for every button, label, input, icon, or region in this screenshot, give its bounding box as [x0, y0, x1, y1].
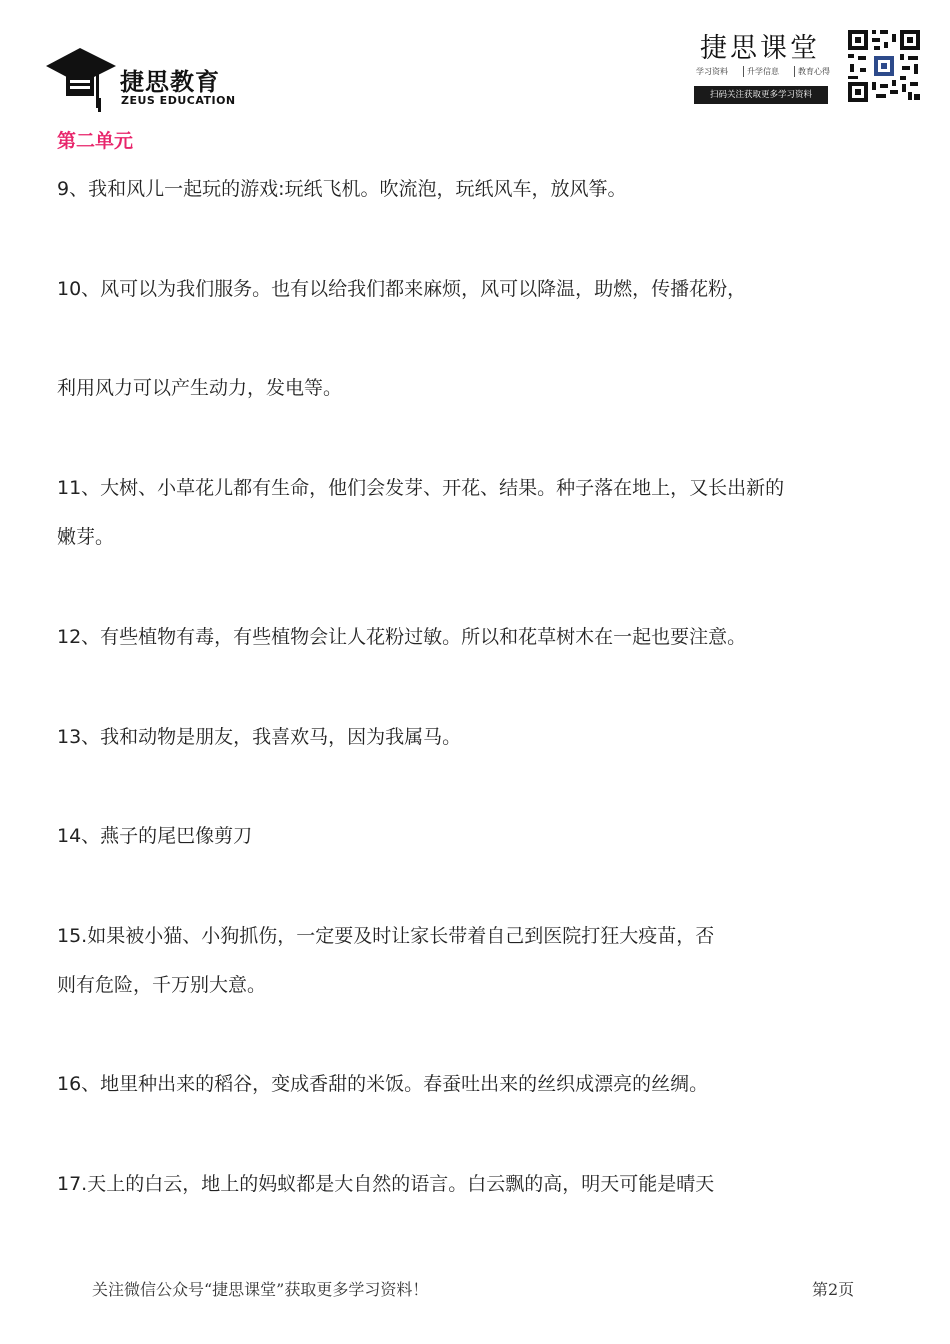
paragraph: 13、我和动物是朋友，我喜欢马，因为我属马。: [57, 726, 462, 748]
paragraph: 12、有些植物有毒，有些植物会让人花粉过敏。所以和花草树木在一起也要注意。: [57, 626, 747, 648]
brand-tag: 教育心得: [794, 66, 830, 77]
logo-english-text: ZEUS EDUCATION: [121, 94, 236, 107]
paragraph: 14、燕子的尾巴像剪刀: [57, 825, 253, 847]
paragraph: 10、风可以为我们服务。也有以给我们都来麻烦，风可以降温，助燃，传播花粉，: [57, 278, 747, 300]
zeus-education-logo: [44, 40, 244, 112]
paragraph: 利用风力可以产生动力，发电等。: [57, 377, 343, 399]
page-number: 第2页: [812, 1280, 855, 1299]
brand-tag: 学习资料: [696, 67, 728, 76]
brand-title: 捷思课堂: [700, 33, 820, 64]
brand-tag: 升学信息: [743, 66, 779, 77]
paragraph: 嫩芽。: [57, 526, 115, 548]
paragraph: 15.如果被小猫、小狗抓伤，一定要及时让家长带着自己到医院打狂大疫苗，否: [57, 925, 715, 947]
logo-chinese-text: 捷思教育: [120, 68, 220, 96]
paragraph: 11、大树、小草花儿都有生命，他们会发芽、开花、结果。种子落在地上，又长出新的: [57, 477, 785, 499]
paragraph: 则有危险，千万别大意。: [57, 974, 267, 996]
brand-tags: [696, 66, 830, 77]
qr-code: [846, 28, 922, 104]
qr-code-icon: [846, 28, 922, 104]
paragraph: 16、地里种出来的稻谷，变成香甜的米饭。春蚕吐出来的丝织成漂亮的丝绸。: [57, 1073, 709, 1095]
footer-note: 关注微信公众号“捷思课堂”获取更多学习资料！: [92, 1280, 429, 1299]
paragraph: 17.天上的白云，地上的妈蚁都是大自然的语言。白云飘的高，明天可能是晴天: [57, 1173, 715, 1195]
section-title: 第二单元: [57, 130, 134, 152]
paragraph: 9、我和风儿一起玩的游戏:玩纸飞机。吹流泡，玩纸风车，放风筝。: [57, 178, 627, 200]
brand-bar: 扫码关注获取更多学习资料: [694, 86, 828, 104]
graduation-cap-icon: [44, 40, 124, 112]
brand-block: [694, 24, 834, 108]
